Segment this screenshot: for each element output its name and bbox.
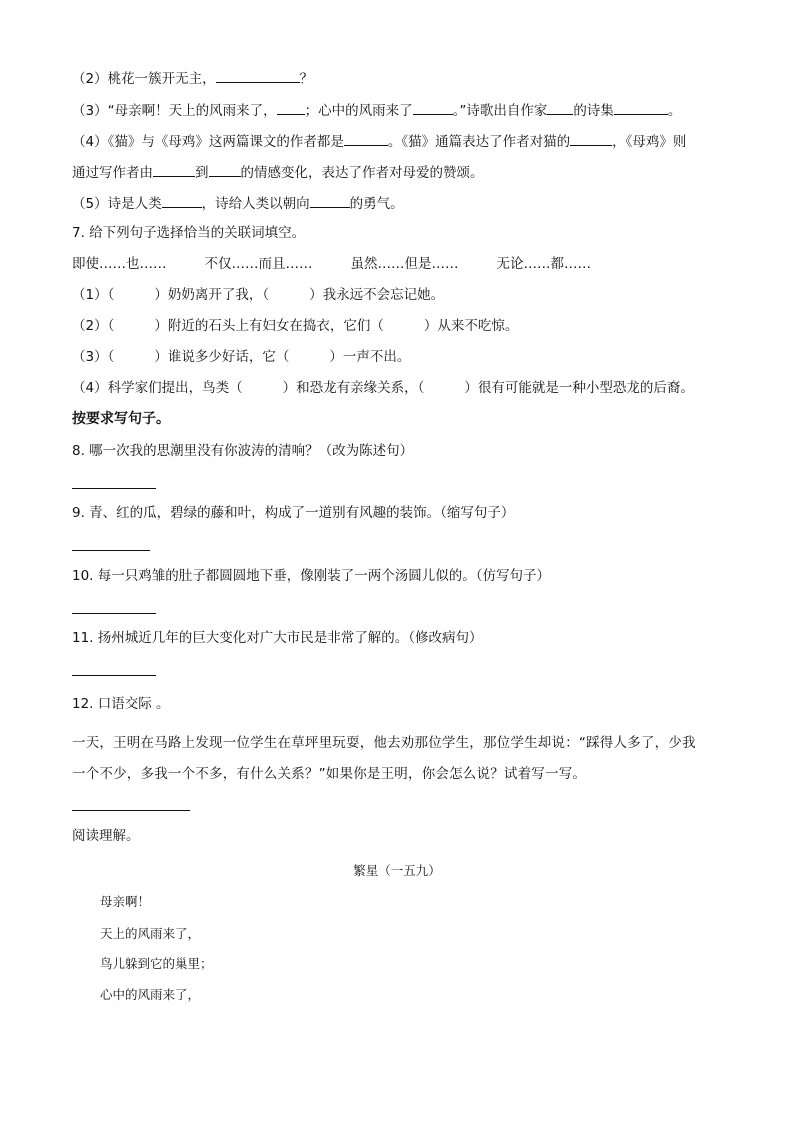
answer-line[interactable] xyxy=(72,550,150,551)
sentence-text: ）奶奶离开了我，（ xyxy=(154,287,270,303)
q6-item3-text: ；心中的风雨来了 xyxy=(304,103,413,119)
q9-question: 9. 青、红的瓜，碧绿的藤和叶，构成了一道别有风趣的装饰。（缩写句子） xyxy=(72,505,515,521)
poem-line: 鸟儿躲到它的巢里； xyxy=(100,956,213,971)
q10-question: 10. 每一只鸡雏的肚子都圆圆地下垂，像刚装了一两个汤圆儿似的。（仿写句子） xyxy=(72,568,551,584)
sentence-text: ）附近的石头上有妇女在捣衣，它们（ xyxy=(154,318,384,334)
poem-line: 心中的风雨来了， xyxy=(100,987,201,1002)
q8-question: 8. 哪一次我的思潮里没有你波涛的清响？（改为陈述句） xyxy=(72,443,414,459)
q6-item3-end: 。 xyxy=(667,103,682,119)
q6-item4-text: 到 xyxy=(195,165,209,181)
q6-item4-text: （4）《猫》与《母鸡》这两篇课文的作者都是 xyxy=(72,134,344,150)
sentence-text: （1）（ xyxy=(72,287,115,303)
q12-title: 12. 口语交际 。 xyxy=(72,696,170,712)
q7-sentence-1 xyxy=(72,286,444,304)
fill-blank[interactable] xyxy=(216,68,300,83)
poem-line: 母亲啊！ xyxy=(100,894,151,909)
answer-line[interactable] xyxy=(72,675,156,676)
q6-item3-text: 。”诗歌出自作家 xyxy=(452,103,548,119)
section-heading: 按要求写句子。 xyxy=(72,411,170,427)
q6-item5 xyxy=(72,193,404,213)
answer-line[interactable] xyxy=(72,810,190,811)
sentence-text: ）从来不吃惊。 xyxy=(423,318,519,334)
conjunction-choice: 即使……也…… xyxy=(72,256,167,272)
q6-item4-text: 的情感变化，表达了作者对母爱的赞颂。 xyxy=(240,165,484,181)
sentence-text: ）和恐龙有亲缘关系，（ xyxy=(282,380,425,396)
answer-line[interactable] xyxy=(72,613,156,614)
q6-item4-text: ，《母鸡》则 xyxy=(612,134,687,150)
q6-item5-text: 的勇气。 xyxy=(349,196,404,212)
conjunction-choice: 虽然……但是…… xyxy=(350,256,459,272)
q6-item3-text: （3）“母亲啊！天上的风雨来了， xyxy=(72,103,277,119)
answer-line[interactable] xyxy=(72,488,156,489)
q6-item4 xyxy=(72,131,686,151)
q6-item4-text: 通过写作者由 xyxy=(72,165,153,181)
q12-prompt-line2: 一个不少，多我一个不多，有什么关系？”如果你是王明，你会怎么说？试着写一写。 xyxy=(72,766,587,782)
q6-item4-continued xyxy=(72,162,484,182)
sentence-text: ）一声不出。 xyxy=(329,349,411,365)
sentence-text: ）我永远不会忘记她。 xyxy=(309,287,445,303)
fill-blank[interactable] xyxy=(277,100,305,115)
fill-blank[interactable] xyxy=(344,131,388,146)
q6-item3 xyxy=(72,100,681,120)
q7-choices xyxy=(72,255,629,273)
fill-blank[interactable] xyxy=(547,100,573,115)
fill-blank[interactable] xyxy=(570,131,612,146)
q11-question: 11. 扬州城近几年的巨大变化对广大市民是非常了解的。（修改病句） xyxy=(72,630,483,646)
q6-item3-text: 的诗集 xyxy=(573,103,614,119)
sentence-text: ）很有可能就是一种小型恐龙的后裔。 xyxy=(464,380,694,396)
q7-sentence-3 xyxy=(72,348,410,366)
fill-blank[interactable] xyxy=(153,162,195,177)
fill-blank[interactable] xyxy=(310,193,350,208)
q6-item5-text: ，诗给人类以朝向 xyxy=(201,196,310,212)
q12-prompt-line1: 一天，王明在马路上发现一位学生在草坪里玩耍，他去劝那位学生，那位学生却说：“踩得人多了，少我 xyxy=(72,735,696,751)
fill-blank[interactable] xyxy=(614,100,668,115)
q6-item4-text: 。《猫》通篇表达了作者对猫的 xyxy=(387,134,571,150)
q6-item2 xyxy=(72,68,313,88)
q7-sentence-4 xyxy=(72,379,694,397)
sentence-text: ）谁说多少好话，它（ xyxy=(154,349,290,365)
conjunction-choice: 无论……都…… xyxy=(496,256,591,272)
fill-blank[interactable] xyxy=(162,193,202,208)
sentence-text: （3）（ xyxy=(72,349,115,365)
fill-blank[interactable] xyxy=(209,162,241,177)
q6-item2-end: ？ xyxy=(299,71,314,87)
q6-item5-text: （5）诗是人类 xyxy=(72,196,162,212)
q7-title: 7. 给下列句子选择恰当的关联词填空。 xyxy=(72,225,306,241)
poem-title: 繁星（一五九） xyxy=(353,863,441,878)
sentence-text: （4）科学家们提出，鸟类（ xyxy=(72,380,243,396)
poem-line: 天上的风雨来了， xyxy=(100,926,201,941)
sentence-text: （2）（ xyxy=(72,318,115,334)
q7-sentence-2 xyxy=(72,317,518,335)
reading-heading: 阅读理解。 xyxy=(72,828,140,844)
q6-item2-text: （2）桃花一簇开无主， xyxy=(72,71,216,87)
conjunction-choice: 不仅……而且…… xyxy=(204,256,313,272)
fill-blank[interactable] xyxy=(413,100,453,115)
